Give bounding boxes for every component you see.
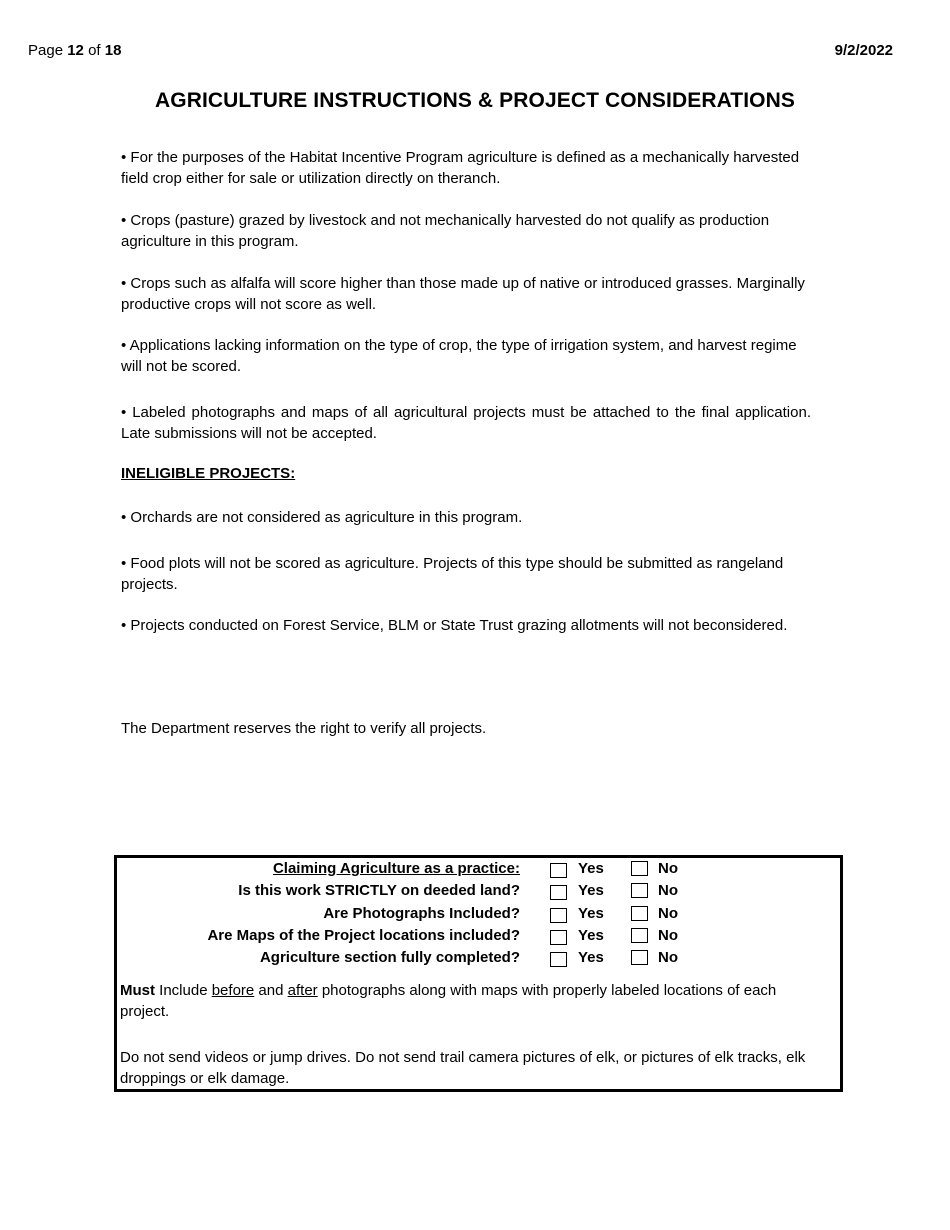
after-word: after: [287, 982, 318, 999]
must-word: Must: [120, 982, 155, 999]
yes-label: Yes: [578, 860, 604, 877]
no-videos-note: Do not send videos or jump drives. Do not send trail camera pictures of elk, or pictures of elk tracks, elk droppings or elk damage.: [120, 1049, 806, 1087]
question-label: Are Photographs Included?: [323, 905, 520, 922]
no-label: No: [658, 905, 678, 922]
no-checkbox[interactable]: [631, 928, 648, 943]
agriculture-checklist-box: [114, 855, 843, 1092]
page-word: Page: [28, 42, 64, 59]
ineligible-heading: INELIGIBLE PROJECTS:: [121, 465, 296, 482]
bullet-photographs: • Labeled photographs and maps of all agricultural projects must be attached to the final application. Late submissions will not be accepted.: [121, 404, 811, 442]
page-of: of: [88, 42, 101, 59]
no-label: No: [658, 949, 678, 966]
question-label: Agriculture section fully completed?: [259, 949, 520, 966]
checklist-row: [117, 927, 840, 949]
must-text: Include: [155, 982, 212, 999]
checklist-row: [117, 905, 840, 927]
no-checkbox[interactable]: [631, 906, 648, 921]
must-include-note: [120, 980, 825, 1022]
yes-label: Yes: [578, 882, 604, 899]
page-number: [28, 42, 121, 59]
yes-checkbox[interactable]: [550, 952, 567, 967]
yes-label: Yes: [578, 905, 604, 922]
yes-checkbox[interactable]: [550, 908, 567, 923]
yes-label: Yes: [578, 927, 604, 944]
bullet-alfalfa: • Crops such as alfalfa will score higher than those made up of native or introduced grasses. Marginally productive crops will not score as well.: [121, 275, 805, 313]
document-date: 9/2/2022: [834, 42, 893, 59]
bullet-pasture: • Crops (pasture) grazed by livestock and not mechanically harvested do not qualify as production agriculture in this program.: [121, 212, 770, 250]
checklist-row: [117, 949, 840, 971]
no-label: No: [658, 860, 678, 877]
ineligible-orchards: • Orchards are not considered as agriculture in this program.: [121, 509, 523, 526]
question-label: Is this work STRICTLY on deeded land?: [238, 882, 520, 899]
no-checkbox[interactable]: [631, 883, 648, 898]
ineligible-food-plots: • Food plots will not be scored as agriculture. Projects of this type should be submitted as rangeland projects.: [121, 555, 784, 593]
question-label: Claiming Agriculture as a practice:: [272, 860, 520, 877]
page-current: 12: [67, 42, 84, 59]
no-label: No: [658, 927, 678, 944]
department-note: The Department reserves the right to verify all projects.: [121, 720, 487, 737]
page-total: 18: [104, 42, 122, 59]
bullet-definition: • For the purposes of the Habitat Incentive Program agriculture is defined as a mechanically harvested field crop either for sale or utilization directly on theranch.: [121, 149, 800, 187]
ineligible-grazing: • Projects conducted on Forest Service, BLM or State Trust grazing allotments will not beconsidered.: [121, 617, 788, 634]
yes-checkbox[interactable]: [550, 863, 567, 878]
checklist-row: [117, 860, 840, 882]
no-label: No: [658, 882, 678, 899]
no-checkbox[interactable]: [631, 861, 648, 876]
question-label: Are Maps of the Project locations included?: [207, 927, 520, 944]
page-title: AGRICULTURE INSTRUCTIONS & PROJECT CONSIDERATIONS: [155, 89, 795, 112]
must-text: and: [254, 982, 288, 999]
must-text: photographs along with maps with properly labeled locations of each project.: [120, 982, 777, 1020]
checklist-row: [117, 882, 840, 904]
before-word: before: [211, 982, 255, 999]
yes-checkbox[interactable]: [550, 930, 567, 945]
bullet-lacking-info: • Applications lacking information on the type of crop, the type of irrigation system, and harvest regime will not be scored.: [121, 337, 797, 375]
yes-checkbox[interactable]: [550, 885, 567, 900]
no-checkbox[interactable]: [631, 950, 648, 965]
yes-label: Yes: [578, 949, 604, 966]
